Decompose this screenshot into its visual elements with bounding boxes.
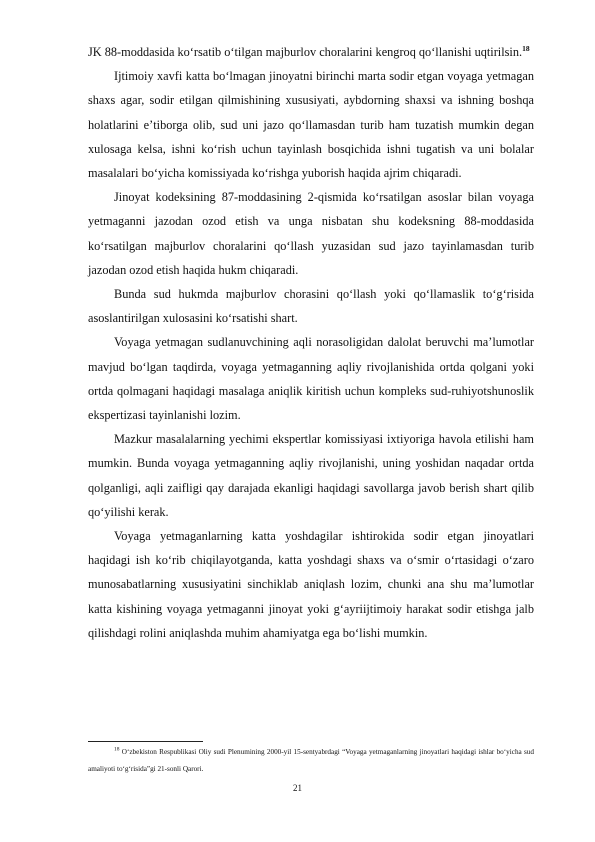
footnote-divider <box>88 741 203 742</box>
paragraph-1-text: JK 88-moddasida koʻrsatib oʻtilgan majburlov choralarini kengroq qoʻllanishi uqtirilsin. <box>88 45 523 59</box>
paragraph-5: Voyaga yetmagan sudlanuvchining aqli norasoligidan dalolat beruvchi maʼlumotlar mavjud boʻlgan taqdirda, voyaga yetmaganning aqliy rivojlanishida ortda qolgani yoki ortda qolmagani haqidagi masalaga aniqlik kiritish uchun kompleks sud-ruhiyotshunoslik ekspertizasi tayinlanishi lozim. <box>88 335 534 423</box>
footnote-reference[interactable]: 18 <box>522 43 530 53</box>
page-number: 21 <box>293 783 302 793</box>
paragraph-1 <box>88 40 534 64</box>
footnote-number: 18 <box>114 746 120 753</box>
paragraph-4: Bunda sud hukmda majburlov chorasini qoʻllash yoki qoʻllamaslik toʻgʻrisida asoslantirilgan xulosasini koʻrsatishi shart. <box>88 287 534 326</box>
paragraph-7: Voyaga yetmaganlarning katta yoshdagilar ishtirokida sodir etgan jinoyatlari haqidagi ish koʻrib chiqilayotganda, katta yoshdagi shaxs va oʻsmir oʻrtasidagi oʻzaro munosabatlarning xususiyatini sinchiklab aniqlash lozim, chunki ana shu maʼlumotlar katta kishining voyaga yetmaganni jinoyat yoki gʻayriijtimoiy harakat sodir etishga jalb qilishdagi rolini aniqlashda muhim ahamiyatga ega boʻlishi mumkin. <box>88 529 534 640</box>
paragraph-6: Mazkur masalalarning yechimi ekspertlar komissiyasi ixtiyoriga havola etilishi ham mumkin. Bunda voyaga yetmaganning aqliy rivojlanishi, uning yoshidan naqadar ortda qolganligi, aqli zaifligi qay darajada ekanligi haqidagi savollarga javob berish shart qilib qoʻyilishi kerak. <box>88 432 534 519</box>
footnote-text: Oʻzbekiston Respublikasi Oliy sudi Plenumining 2000-yil 15-sentyabrdagi “Voyaga yetmaganlarning jinoyatlari haqidagi ishlar boʻyicha sud amaliyoti toʻgʻrisida”gi 21-sonli Qarori. <box>88 748 534 773</box>
paragraph-2: Ijtimoiy xavfi katta boʻlmagan jinoyatni birinchi marta sodir etgan voyaga yetmagan shaxs agar, sodir etilgan qilmishining xususiyati, aybdorning shaxsi va ishning boshqa holatlarini eʼtiborga olib, sud uni jazo qoʻllamasdan turib ham tuzatish mumkin degan xulosaga kelsa, ishni koʻrish uchun tayinlash bosqichida ishni tugatish va uni bolalar masalalari boʻyicha komissiyada koʻrishga yuborish haqida ajrim chiqaradi. <box>88 69 534 181</box>
paragraph-3: Jinoyat kodeksining 87-moddasining 2-qismida koʻrsatilgan asoslar bilan voyaga yetmaganni jazodan ozod etish va unga nisbatan shu kodeksning 88-moddasida koʻrsatilgan majburlov choralarini qoʻllash yuzasidan sud jazo tayinlamasdan turib jazodan ozod etish haqida hukm chiqaradi. <box>88 190 534 277</box>
footnote <box>88 744 534 778</box>
document-body <box>88 40 534 645</box>
